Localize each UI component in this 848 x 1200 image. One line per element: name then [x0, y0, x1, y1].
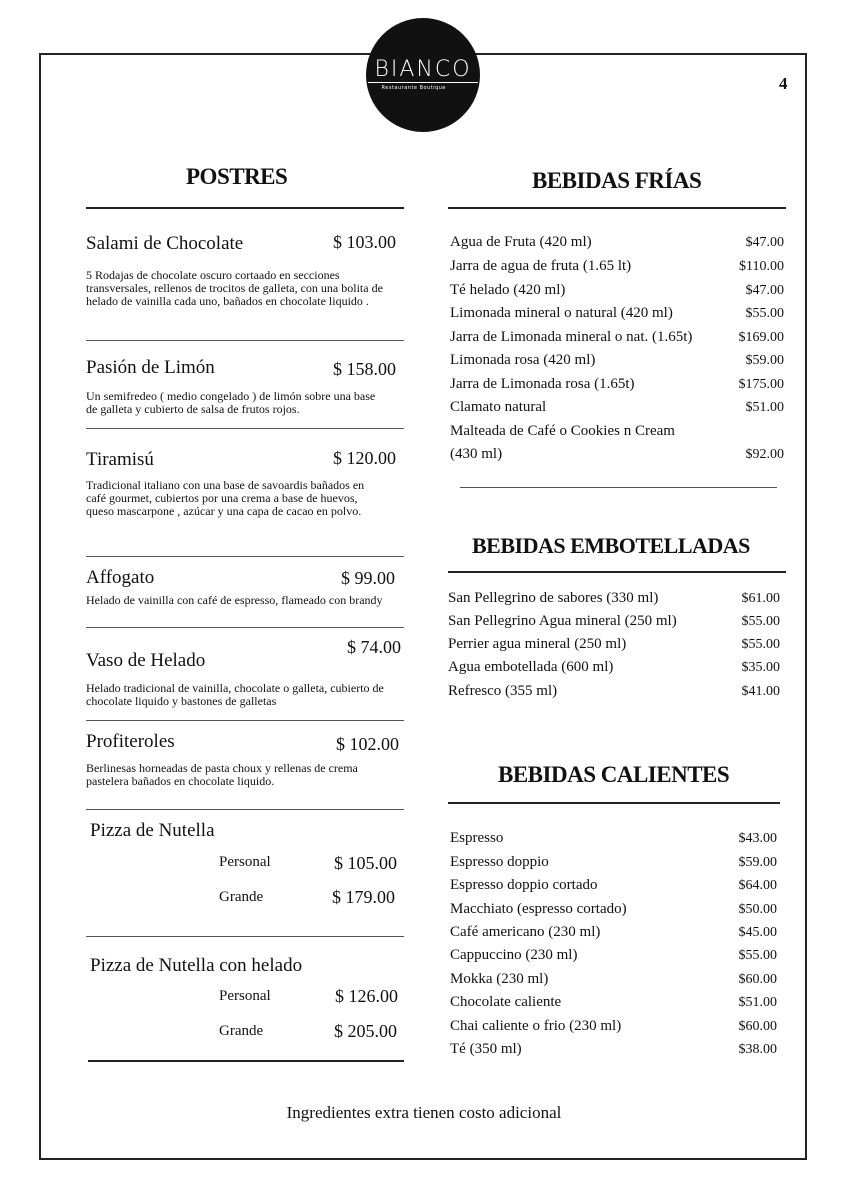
drink-name: Macchiato (espresso cortado) — [450, 901, 627, 917]
postre-price: $ 74.00 — [347, 637, 401, 657]
drink-name: Mokka (230 ml) — [450, 971, 549, 987]
postre-price: $ 102.00 — [336, 734, 399, 754]
drink-price: $43.00 — [738, 831, 777, 846]
drink-name: Espresso doppio — [450, 854, 549, 870]
pizza-name: Pizza de Nutella — [90, 820, 215, 841]
drink-price: $55.00 — [741, 614, 780, 629]
postre-name: Vaso de Helado — [86, 650, 206, 671]
drink-name-cont: (430 ml) — [450, 446, 503, 462]
drink-name: Espresso doppio cortado — [450, 877, 598, 893]
drink-price: $51.00 — [738, 995, 777, 1010]
drink-price: $55.00 — [738, 948, 777, 963]
drink-price: $50.00 — [738, 902, 777, 917]
drink-price: $51.00 — [745, 400, 784, 415]
brand-tagline: Restaurante Boutique — [381, 85, 446, 91]
drink-price: $35.00 — [741, 660, 780, 675]
drink-price: $60.00 — [738, 1019, 777, 1034]
drink-name: San Pellegrino de sabores (330 ml) — [448, 590, 659, 606]
postre-name: Tiramisú — [86, 449, 154, 470]
divider — [86, 627, 404, 628]
divider — [86, 207, 404, 209]
drink-price: $64.00 — [738, 878, 777, 893]
postres-title: POSTRES — [186, 164, 288, 189]
drink-name: Jarra de Limonada rosa (1.65t) — [450, 376, 635, 392]
pizza-price: $ 205.00 — [334, 1021, 397, 1041]
drink-name: Clamato natural — [450, 399, 547, 415]
page-number: 4 — [779, 74, 788, 93]
drink-name: Perrier agua mineral (250 ml) — [448, 636, 627, 652]
bebidas-embotelladas-title: BEBIDAS EMBOTELLADAS — [472, 533, 750, 558]
drink-price: $169.00 — [738, 330, 784, 345]
postre-desc: Helado tradicional de vainilla, chocolate o galleta, cubierto de chocolate liquido y bastones de galletas — [86, 681, 384, 708]
postre-price: $ 103.00 — [333, 232, 396, 252]
drink-price: $47.00 — [745, 235, 784, 250]
drink-name: Cappuccino (230 ml) — [450, 947, 578, 963]
drink-price: $47.00 — [745, 283, 784, 298]
drink-name: Agua embotellada (600 ml) — [448, 659, 614, 675]
drink-price: $55.00 — [745, 306, 784, 321]
drink-name: Té (350 ml) — [450, 1041, 522, 1057]
drink-name: Jarra de Limonada mineral o nat. (1.65t) — [450, 329, 693, 345]
divider — [448, 207, 786, 209]
divider — [448, 571, 786, 573]
divider — [86, 340, 404, 341]
drink-price: $92.00 — [745, 447, 784, 462]
brand-logo — [366, 18, 480, 132]
postre-desc: Berlinesas horneadas de pasta choux y rellenas de crema pastelera bañados en chocolate liquido. — [86, 761, 358, 788]
drink-price: $175.00 — [738, 377, 784, 392]
pizza-price: $ 126.00 — [335, 986, 398, 1006]
brand-name: BIANCO — [368, 59, 477, 83]
divider — [88, 1060, 404, 1062]
pizza-price: $ 179.00 — [332, 887, 395, 907]
drink-name: Jarra de agua de fruta (1.65 lt) — [450, 258, 632, 274]
postre-desc: Helado de vainilla con café de espresso, flameado con brandy — [86, 593, 383, 607]
drink-price: $59.00 — [745, 353, 784, 368]
divider — [86, 720, 404, 721]
drink-name: Té helado (420 ml) — [450, 282, 566, 298]
postre-desc: Un semifredeo ( medio congelado ) de limón sobre una base de galleta y cubierto de salsa de frutos rojos. — [86, 389, 376, 416]
size-label: Grande — [219, 889, 264, 905]
size-label: Grande — [219, 1023, 264, 1039]
divider — [86, 809, 404, 810]
postre-price: $ 120.00 — [333, 448, 396, 468]
drink-name: Espresso — [450, 830, 504, 846]
drink-name: Refresco (355 ml) — [448, 683, 558, 699]
postre-desc: 5 Rodajas de chocolate oscuro cortaado en secciones transversales, rellenos de trocitos de galleta, con una bolita de helado de vainilla cada uno, bañados en chocolate liquido . — [86, 268, 383, 308]
bebidas-frias-title: BEBIDAS FRÍAS — [532, 168, 702, 193]
footer-note: Ingredientes extra tienen costo adicional — [286, 1103, 562, 1122]
bebidas-calientes-title: BEBIDAS CALIENTES — [498, 762, 730, 787]
pizza-name: Pizza de Nutella con helado — [90, 955, 303, 976]
divider — [448, 802, 780, 804]
drink-name: Café americano (230 ml) — [450, 924, 601, 940]
drink-price: $110.00 — [739, 259, 784, 274]
size-label: Personal — [219, 854, 271, 870]
drink-name: San Pellegrino Agua mineral (250 ml) — [448, 613, 677, 629]
postre-price: $ 158.00 — [333, 359, 396, 379]
postre-name: Profiteroles — [86, 731, 175, 752]
postre-name: Salami de Chocolate — [86, 233, 244, 254]
drink-price: $61.00 — [741, 591, 780, 606]
drink-name: Agua de Fruta (420 ml) — [450, 234, 592, 250]
drink-price: $55.00 — [741, 637, 780, 652]
pizza-price: $ 105.00 — [334, 853, 397, 873]
divider — [460, 487, 777, 488]
postre-price: $ 99.00 — [341, 568, 395, 588]
drink-name: Chai caliente o frio (230 ml) — [450, 1018, 622, 1034]
postre-name: Pasión de Limón — [86, 357, 215, 378]
drink-name: Malteada de Café o Cookies n Cream — [450, 423, 675, 439]
drink-price: $38.00 — [738, 1042, 777, 1057]
drink-price: $60.00 — [738, 972, 777, 987]
drink-price: $41.00 — [741, 684, 780, 699]
drink-price: $59.00 — [738, 855, 777, 870]
postre-name: Affogato — [86, 567, 155, 588]
drink-name: Limonada mineral o natural (420 ml) — [450, 305, 673, 321]
divider — [86, 428, 404, 429]
divider — [86, 556, 404, 557]
drink-name: Chocolate caliente — [450, 994, 562, 1010]
divider — [86, 936, 404, 937]
size-label: Personal — [219, 988, 271, 1004]
drink-price: $45.00 — [738, 925, 777, 940]
postre-desc: Tradicional italiano con una base de savoardis bañados en café gourmet, cubiertos por una crema a base de huevos, queso mascarpone , azúcar y una capa de cacao en polvo. — [86, 478, 365, 518]
drink-name: Limonada rosa (420 ml) — [450, 352, 596, 368]
